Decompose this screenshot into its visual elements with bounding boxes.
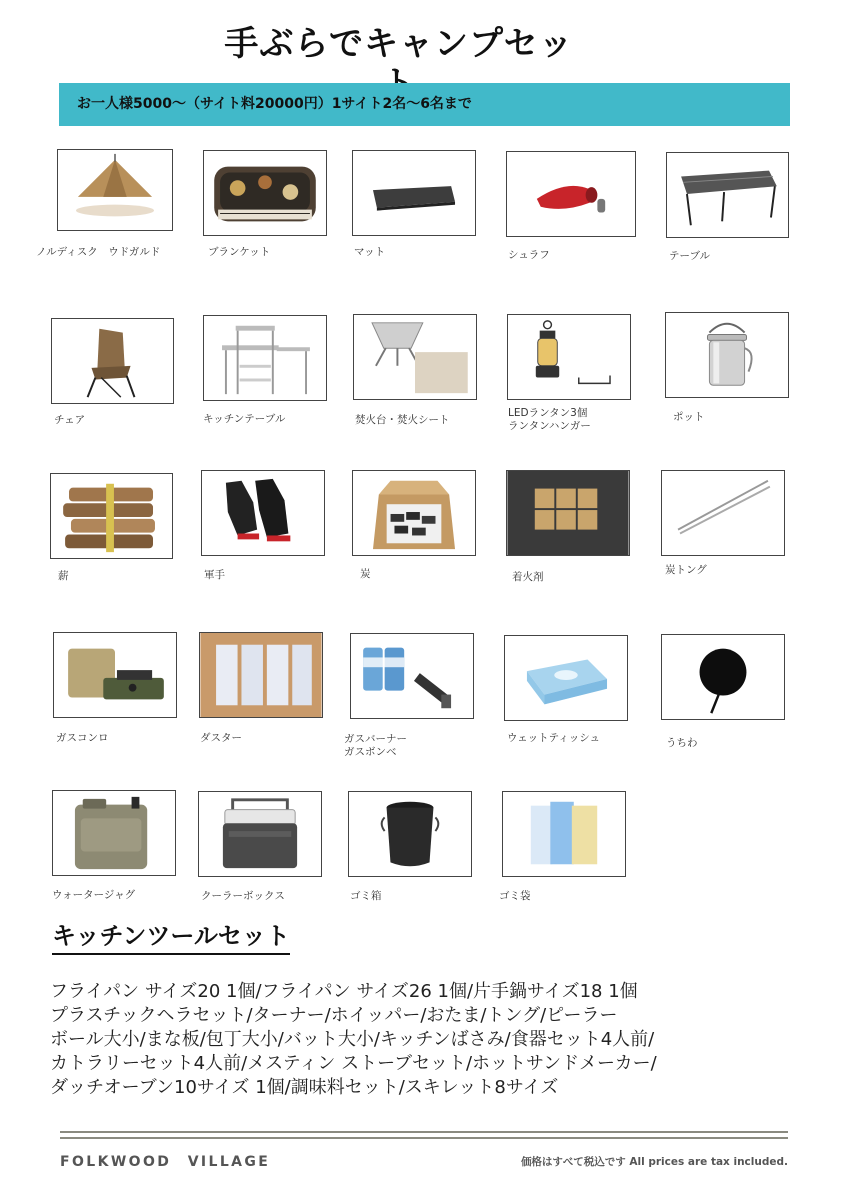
cooler-box-icon bbox=[198, 791, 322, 877]
item-label: うちわ bbox=[666, 737, 698, 749]
item-label: クーラーボックス bbox=[201, 890, 285, 902]
fire-pit-icon bbox=[353, 314, 477, 400]
gloves-icon bbox=[201, 470, 325, 556]
sleeping-bag-icon bbox=[506, 151, 636, 237]
item-label: ノルディスク ウドガルド bbox=[36, 246, 161, 258]
item-label: キッチンテーブル bbox=[203, 413, 286, 425]
item-label: ガスバーナー bbox=[344, 733, 407, 745]
fan-icon bbox=[661, 634, 785, 720]
tax-note: 価格はすべて税込です All prices are tax included. bbox=[520, 1156, 788, 1168]
charcoal-icon bbox=[352, 470, 476, 556]
firewood-icon bbox=[50, 473, 173, 559]
kitchen-tools-list bbox=[50, 980, 810, 1100]
page-title: 手ぶらでキャンプセッ bbox=[212, 24, 586, 109]
trash-can-icon bbox=[348, 791, 472, 877]
lantern-icon bbox=[507, 314, 631, 400]
item-label: ウォータージャグ bbox=[52, 889, 136, 901]
kitchen-tools-line: ダッチオーブン10サイズ 1個/調味料セット/スキレット8サイズ bbox=[50, 1077, 559, 1098]
item-label: 薪 bbox=[58, 570, 69, 582]
item-label: ゴミ袋 bbox=[499, 890, 531, 902]
water-jug-icon bbox=[52, 790, 176, 876]
gas-burner-icon bbox=[350, 633, 474, 719]
fire-starter-icon bbox=[506, 470, 630, 556]
trash-bag-icon bbox=[502, 791, 626, 877]
kitchen-table-icon bbox=[203, 315, 327, 401]
item-label: ダスター bbox=[200, 732, 242, 744]
item-label: 着火剤 bbox=[512, 571, 544, 583]
tongs-icon bbox=[661, 470, 785, 556]
kitchen-tools-line: フライパン サイズ20 1個/フライパン サイズ26 1個/片手鍋サイズ18 1個 bbox=[50, 981, 638, 1002]
kitchen-tools-line: プラスチックヘラセット/ターナー/ホイッパー/おたま/トング/ピーラー bbox=[50, 1005, 618, 1026]
item-label: 炭トング bbox=[665, 564, 707, 576]
duster-icon bbox=[199, 632, 323, 718]
item-label: ウェットティッシュ bbox=[507, 732, 601, 744]
pot-icon bbox=[665, 312, 789, 398]
item-label: ポット bbox=[673, 411, 705, 423]
table-icon bbox=[666, 152, 789, 238]
blanket-icon bbox=[203, 150, 327, 236]
price-banner: お一人様5000～（サイト料20000円）1サイト2名～6名まで bbox=[59, 83, 790, 126]
item-label-sub: ガスボンベ bbox=[344, 746, 397, 758]
gas-stove-icon bbox=[53, 632, 177, 718]
item-label: ガスコンロ bbox=[56, 732, 109, 744]
item-label: ゴミ箱 bbox=[350, 890, 382, 902]
mat-icon bbox=[352, 150, 476, 236]
footer-rule-bottom bbox=[60, 1137, 788, 1139]
brand-logo: FOLKWOOD VILLAGE bbox=[60, 1154, 271, 1170]
chair-icon bbox=[51, 318, 174, 404]
tent-icon bbox=[57, 149, 173, 231]
kitchen-tools-title: キッチンツールセット bbox=[52, 920, 290, 955]
item-label: チェア bbox=[54, 414, 86, 426]
item-label: 炭 bbox=[360, 568, 371, 580]
item-label: ブランケット bbox=[208, 246, 271, 258]
kitchen-tools-line: ボール大小/まな板/包丁大小/バット大小/キッチンばさみ/食器セット4人前/ bbox=[50, 1029, 655, 1050]
item-label: 焚火台・焚火シート bbox=[355, 414, 450, 426]
item-label: LEDランタン3個 bbox=[508, 407, 588, 419]
item-label: テーブル bbox=[669, 250, 711, 262]
item-label: シュラフ bbox=[508, 249, 550, 261]
kitchen-tools-line: カトラリーセット4人前/メスティン ストーブセット/ホットサンドメーカー/ bbox=[50, 1053, 657, 1074]
item-label: 軍手 bbox=[204, 569, 225, 581]
item-label-sub: ランタンハンガー bbox=[508, 420, 591, 432]
item-label: マット bbox=[354, 246, 386, 258]
wet-tissue-icon bbox=[504, 635, 628, 721]
footer-rule-top bbox=[60, 1131, 788, 1133]
